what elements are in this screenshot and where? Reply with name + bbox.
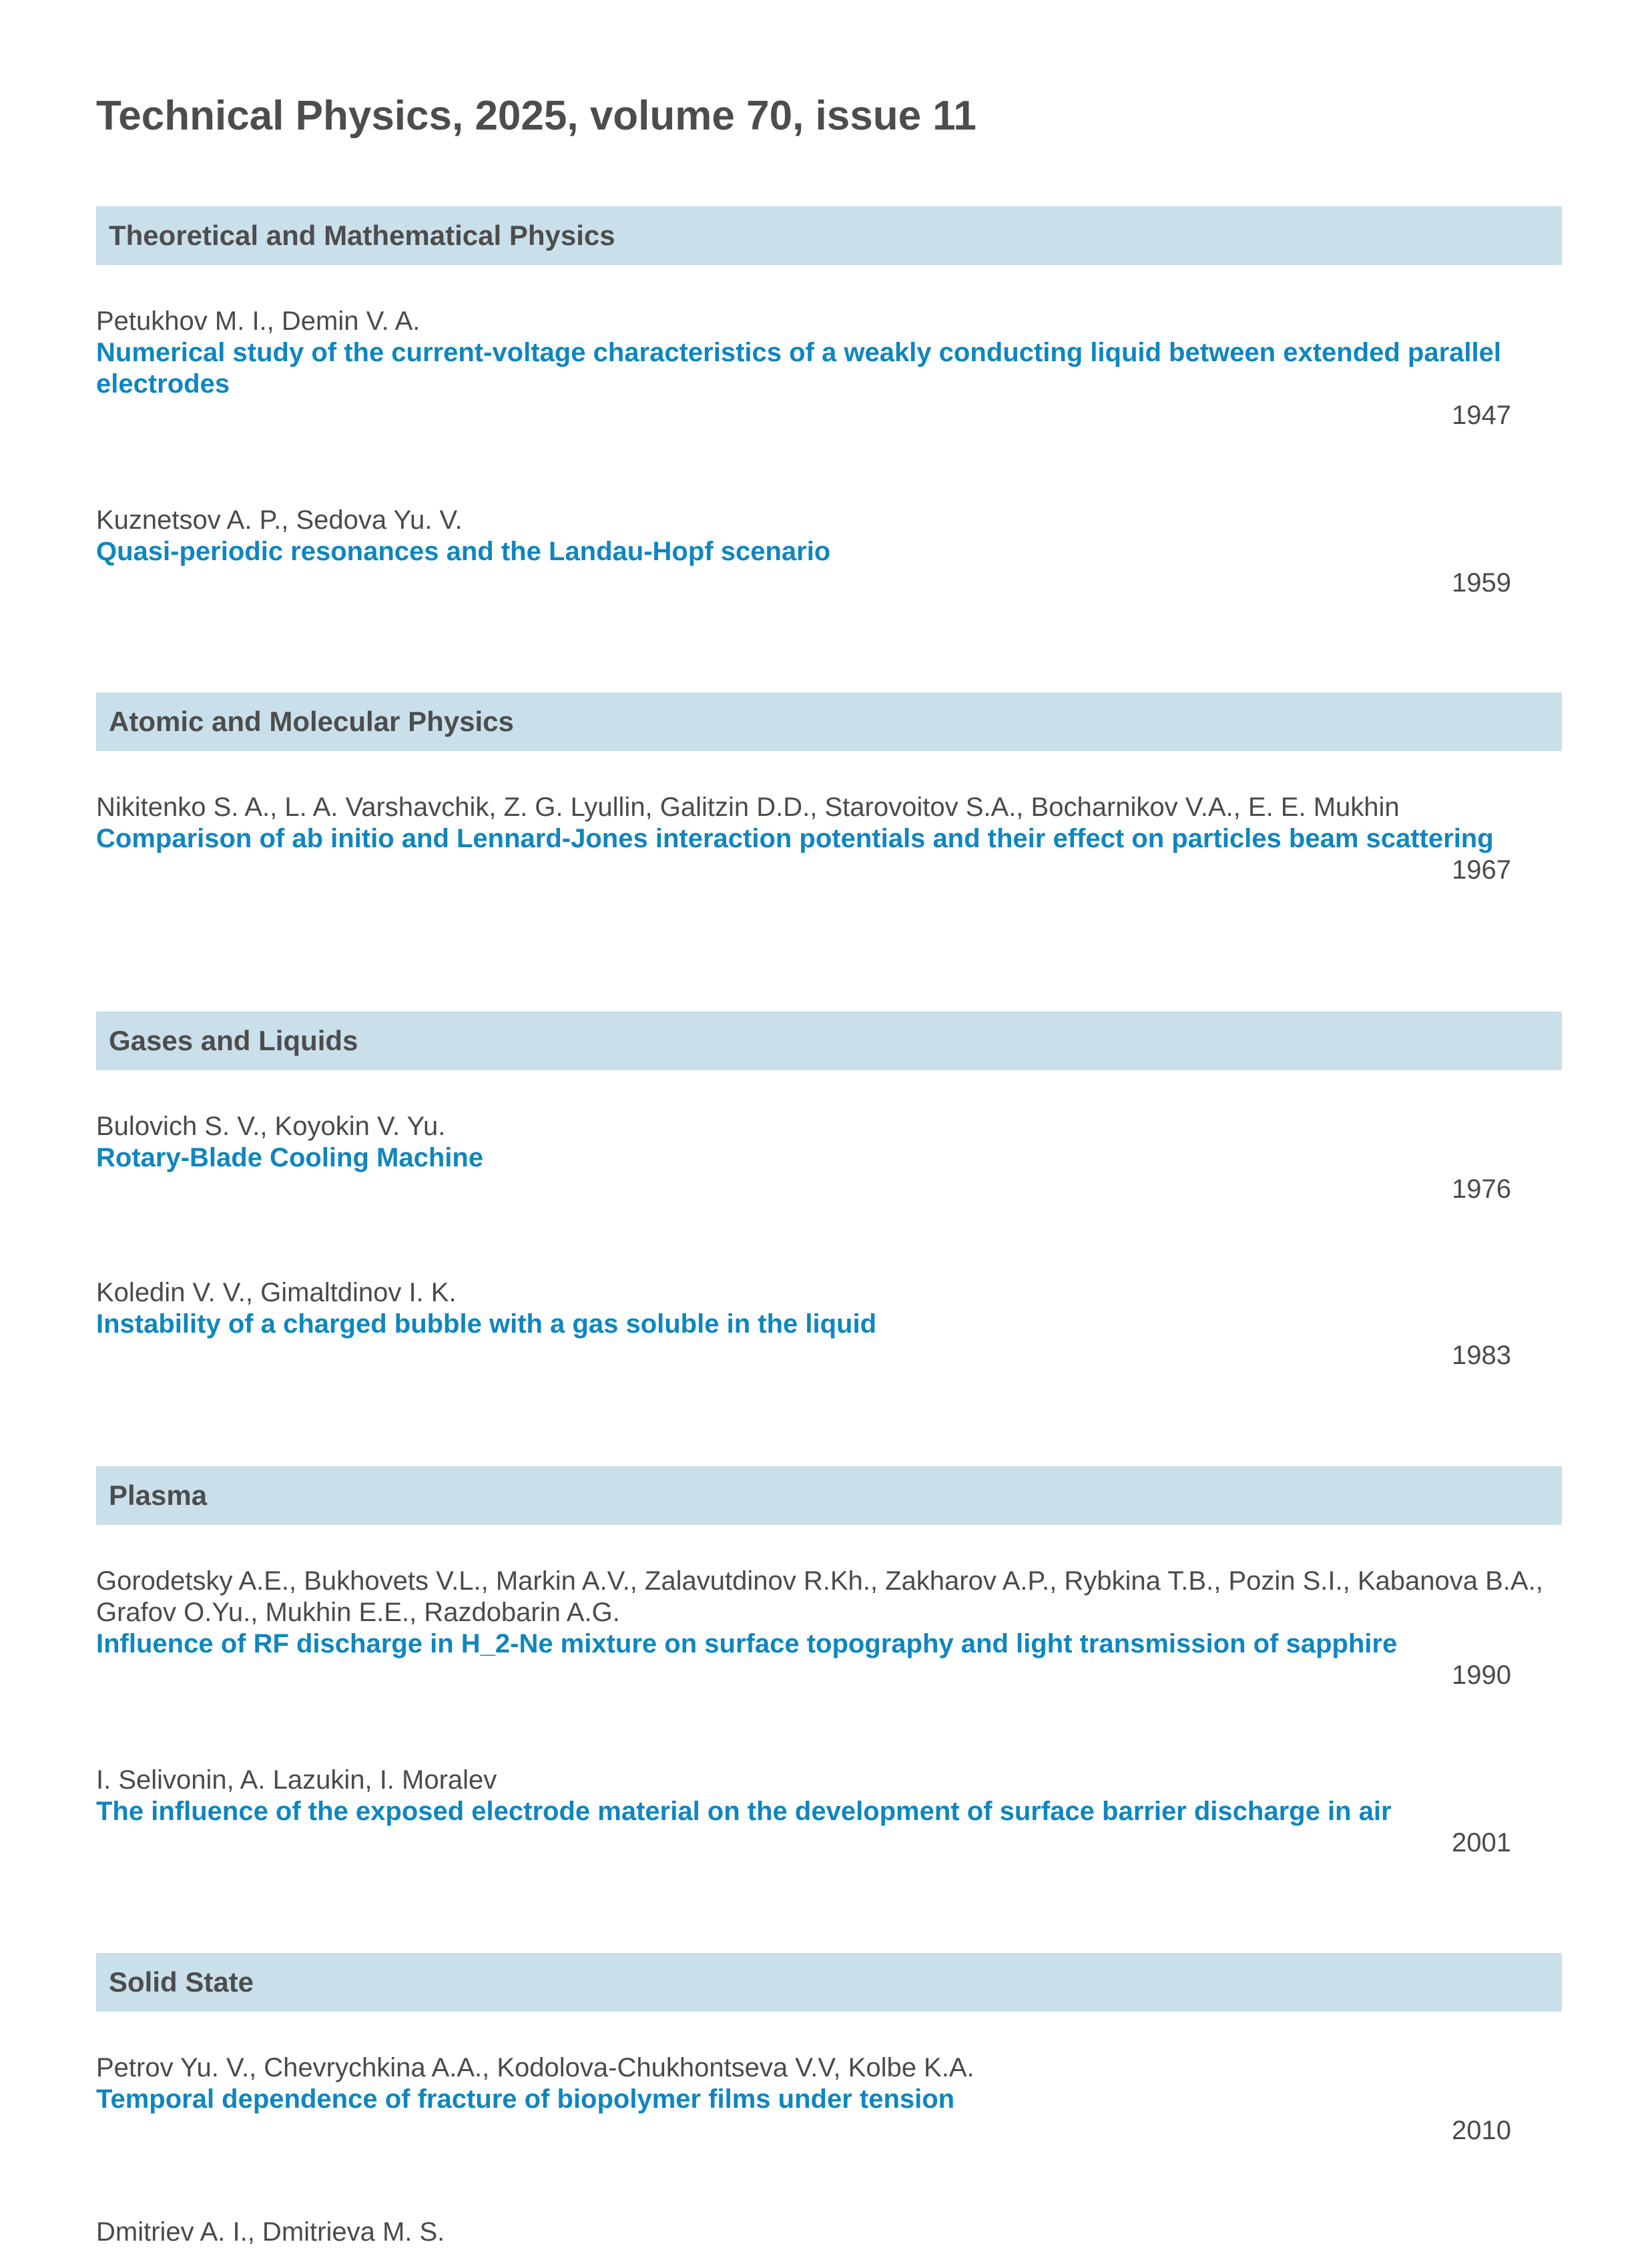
- article-authors: Bulovich S. V., Koyokin V. Yu.: [96, 1112, 446, 1141]
- article-page-number: 1959: [1452, 568, 1511, 598]
- article-entry: [96, 505, 1562, 599]
- article-authors: Kuznetsov A. P., Sedova Yu. V.: [96, 505, 463, 535]
- article-entry: [96, 1566, 1562, 1691]
- article-page-number: 1967: [1452, 855, 1511, 885]
- article-entry: [96, 1111, 1562, 1205]
- article-title-link[interactable]: Influence of RF discharge in H_2-Ne mixture on surface topography and light transmission of sapphire: [96, 1629, 1398, 1658]
- article-authors: Petukhov M. I., Demin V. A.: [96, 306, 421, 336]
- article-authors: Dmitriev A. I., Dmitrieva M. S.: [96, 2217, 445, 2247]
- article-page-number: 1990: [1452, 1660, 1511, 1690]
- article-authors: Gorodetsky A.E., Bukhovets V.L., Markin A.V., Zalavutdinov R.Kh., Zakharov A.P., Rybkina T.B., Pozin S.I., Kabanova B.A., Grafov O.Yu., Mukhin E.E., Razdobarin A.G.: [96, 1566, 1543, 1627]
- article-title-link[interactable]: Rotary-Blade Cooling Machine: [96, 1143, 484, 1172]
- article-title-link[interactable]: Quasi-periodic resonances and the Landau-Hopf scenario: [96, 537, 831, 566]
- article-entry: [96, 1277, 1562, 1371]
- article-page-number: 1983: [1452, 1341, 1511, 1370]
- article-page-number: 2010: [1452, 2116, 1511, 2145]
- article-page-number: 1976: [1452, 1174, 1511, 1204]
- article-page-number: 2001: [1452, 1828, 1511, 1857]
- article-authors: Petrov Yu. V., Chevrychkina A.A., Kodolova-Chukhontseva V.V, Kolbe K.A.: [96, 2053, 975, 2082]
- article-title-link[interactable]: Temporal dependence of fracture of biopolymer films under tension: [96, 2084, 955, 2114]
- section-header-gases-liquids: Gases and Liquids: [96, 1011, 1562, 1070]
- article-entry: [96, 1765, 1562, 1859]
- section-header-atomic-molecular-physics: Atomic and Molecular Physics: [96, 692, 1562, 751]
- article-entry: [96, 306, 1562, 431]
- article-authors: I. Selivonin, A. Lazukin, I. Moralev: [96, 1765, 497, 1795]
- article-page-number: 1947: [1452, 401, 1511, 430]
- article-authors: Nikitenko S. A., L. A. Varshavchik, Z. G. Lyullin, Galitzin D.D., Starovoitov S.A., Bocharnikov V.A., E. E. Mukhin: [96, 793, 1400, 822]
- page-title: Technical Physics, 2025, volume 70, issue 11: [96, 93, 977, 139]
- article-entry: [96, 2217, 1562, 2248]
- article-authors: Koledin V. V., Gimaltdinov I. K.: [96, 1278, 457, 1307]
- section-header-theoretical-mathematical-physics: Theoretical and Mathematical Physics: [96, 206, 1562, 265]
- article-title-link[interactable]: Numerical study of the current-voltage characteristics of a weakly conducting liquid between extended parallel electrodes: [96, 338, 1501, 399]
- article-title-link[interactable]: The influence of the exposed electrode material on the development of surface barrier discharge in air: [96, 1797, 1392, 1826]
- article-title-link[interactable]: Instability of a charged bubble with a gas soluble in the liquid: [96, 1309, 877, 1339]
- article-entry: [96, 792, 1562, 886]
- section-header-solid-state: Solid State: [96, 1953, 1562, 2012]
- article-title-link[interactable]: Comparison of ab initio and Lennard-Jones interaction potentials and their effect on particles beam scattering: [96, 824, 1494, 853]
- section-header-plasma: Plasma: [96, 1466, 1562, 1525]
- article-entry: [96, 2052, 1562, 2147]
